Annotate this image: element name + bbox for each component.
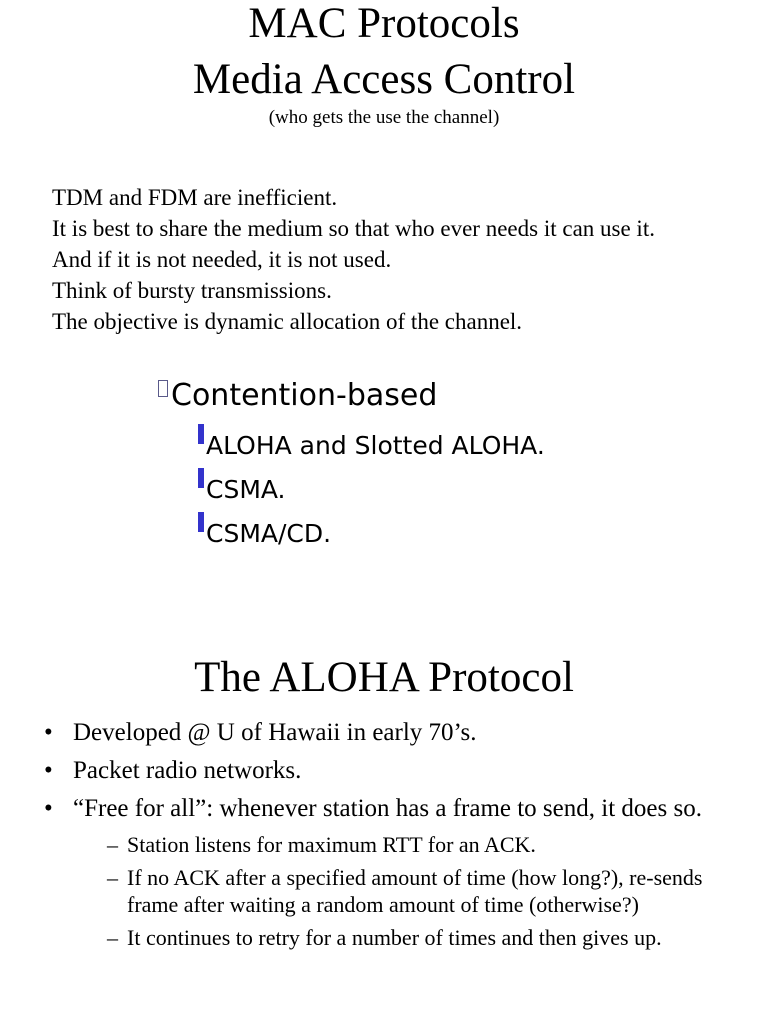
list-item-text: ALOHA and Slotted ALOHA.: [206, 431, 545, 460]
bullet-item: [44, 793, 744, 825]
bullet-text: Packet radio networks.: [73, 757, 302, 784]
bullet-dot-icon: •: [44, 757, 53, 784]
intro-line: The objective is dynamic allocation of the channel.: [52, 309, 523, 334]
intro-line: TDM and FDM are inefficient.: [52, 185, 338, 210]
bullet-item: [44, 755, 744, 787]
slide-subtitle: (who gets the use the channel): [268, 107, 500, 128]
intro-line: And if it is not needed, it is not used.: [52, 247, 392, 272]
slide-aloha-protocol: [0, 600, 768, 1024]
sub-bullet-text: It continues to retry for a number of times and then gives up.: [127, 925, 662, 950]
placeholder-bullet-icon: [158, 380, 168, 397]
intro-line: It is best to share the medium so that who ever needs it can use it.: [52, 216, 655, 241]
bullet-item: [44, 717, 744, 749]
list-item: [198, 512, 545, 556]
sub-bullet-text: If no ACK after a specified amount of time (how long?), re-sends frame after waiting a random amount of time (otherwise?): [127, 865, 703, 917]
list-item-text: CSMA.: [206, 475, 286, 504]
intro-paragraph: [52, 182, 655, 337]
bullet-list: [44, 717, 744, 957]
bullet-dot-icon: •: [44, 795, 53, 822]
intro-line: Think of bursty transmissions.: [52, 278, 332, 303]
bullet-text: “Free for all”: whenever station has a frame to send, it does so.: [73, 795, 702, 822]
slide-title: The ALOHA Protocol: [194, 654, 574, 701]
list-item-text: CSMA/CD.: [206, 519, 332, 548]
sub-bullet-item: [107, 864, 744, 918]
contention-heading: [158, 376, 437, 416]
sub-bullet-item: [107, 924, 744, 951]
dash-bullet-icon: –: [107, 832, 118, 857]
dash-bullet-icon: –: [107, 865, 118, 890]
slide-title-line-1: MAC Protocols: [248, 0, 520, 47]
sub-bullet-item: [107, 831, 744, 858]
list-item: [198, 424, 545, 468]
bullet-text: Developed @ U of Hawaii in early 70’s.: [73, 719, 477, 746]
blue-bar-bullet-icon: [198, 424, 204, 444]
sub-bullet-text: Station listens for maximum RTT for an ACK.: [127, 832, 536, 857]
blue-bar-bullet-icon: [198, 468, 204, 488]
list-item: [198, 468, 545, 512]
slide-title-line-2: Media Access Control: [192, 56, 576, 103]
bullet-dot-icon: •: [44, 719, 53, 746]
dash-bullet-icon: –: [107, 925, 118, 950]
blue-bar-bullet-icon: [198, 512, 204, 532]
contention-heading-text: Contention-based: [171, 378, 438, 413]
contention-list: [198, 424, 545, 556]
